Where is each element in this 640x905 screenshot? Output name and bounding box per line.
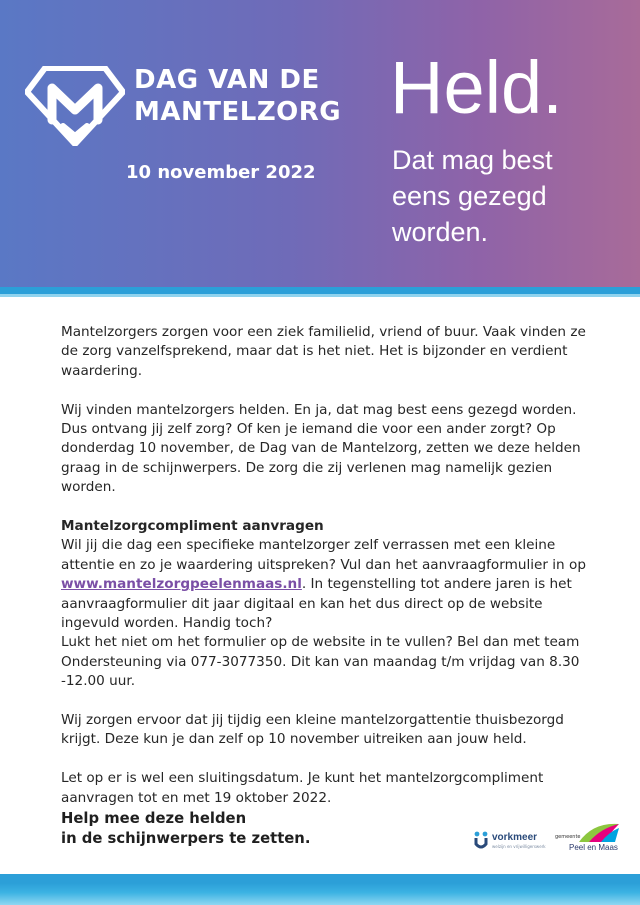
- vorkmeer-subtitle: welzijn en vrijwilligerswerk: [492, 844, 546, 849]
- vorkmeer-logo: [474, 829, 546, 853]
- cta-line-2: in de schijnwerpers te zetten.: [61, 830, 311, 847]
- header-banner: [0, 0, 640, 287]
- paragraph-request: [61, 536, 591, 633]
- headline-held: Held.: [390, 46, 563, 129]
- vorkmeer-mark-icon: [474, 831, 488, 851]
- gemeente-label: gemeente: [555, 834, 581, 840]
- event-date: 10 november 2022: [126, 162, 316, 183]
- paragraph-request-text-1: Wil jij die dag een specifieke mantelzorger zelf verrassen met een kleine attentie en zo je waardering uitspreken? Vul dan het aanvraagformulier in op: [61, 537, 586, 573]
- cta-line-1: Help mee deze helden: [61, 810, 247, 827]
- heart-m-logo-icon: [25, 66, 125, 146]
- footer-stripe: [0, 874, 640, 905]
- paragraph-heroes: Wij vinden mantelzorgers helden. En ja, dat mag best eens gezegd worden. Dus ontvang jij zelf zorg? Of ken je iemand die voor een ander zorgt? Op donderdag 10 november, de Dag van de Mantelzorg, zetten we deze helden graag in de schijnwerpers. De zorg die zij verlenen mag namelijk gezien worden.: [61, 401, 581, 496]
- paragraph-phone: Lukt het niet om het formulier op de website in te vullen? Bel dan met team Ondersteuning via 077-3077350. Dit kan van maandag t/m vrijdag van 8.30 -12.00 uur.: [61, 634, 580, 690]
- header-divider-stripe: [0, 287, 640, 294]
- gemeente-swoosh-icon: [575, 822, 621, 844]
- brand-line-2: MANTELZORG: [134, 97, 342, 127]
- tagline-line-1: Dat mag best: [392, 145, 553, 175]
- brand-name: [134, 64, 341, 128]
- paragraph-delivery: Wij zorgen ervoor dat jij tijdig een kleine mantelzorgattentie thuisbezorgd krijgt. Deze kun je dan zelf op 10 november uitreiken aan jouw held.: [61, 712, 564, 748]
- call-to-action: [61, 809, 310, 849]
- vorkmeer-name: vorkmeer: [492, 832, 538, 843]
- section-heading: Mantelzorgcompliment aanvragen: [61, 518, 324, 535]
- header-divider-stripe-light: [0, 294, 640, 297]
- body-text: [61, 323, 591, 827]
- gemeente-name: Peel en Maas: [569, 843, 618, 852]
- gemeente-peel-en-maas-logo: [555, 822, 625, 856]
- brand-line-1: DAG VAN DE: [134, 65, 320, 95]
- website-link[interactable]: www.mantelzorgpeelenmaas.nl: [61, 576, 302, 593]
- paragraph-request-text-2: . In tegenstelling tot andere jaren is het aanvraagformulier dit jaar digitaal en kan het dus direct op de website ingevuld worden. Handig toch?: [61, 576, 572, 632]
- paragraph-deadline: Let op er is wel een sluitingsdatum. Je kunt het mantelzorgcompliment aanvragen tot en met 19 oktober 2022.: [61, 770, 544, 806]
- paragraph-intro: Mantelzorgers zorgen voor een ziek familielid, vriend of buur. Vaak vinden ze de zorg vanzelfsprekend, maar dat is het niet. Het is bijzonder en verdient waardering.: [61, 324, 586, 379]
- tagline-line-2: eens gezegd: [392, 181, 547, 211]
- tagline: [392, 142, 553, 250]
- tagline-line-3: worden.: [392, 217, 489, 247]
